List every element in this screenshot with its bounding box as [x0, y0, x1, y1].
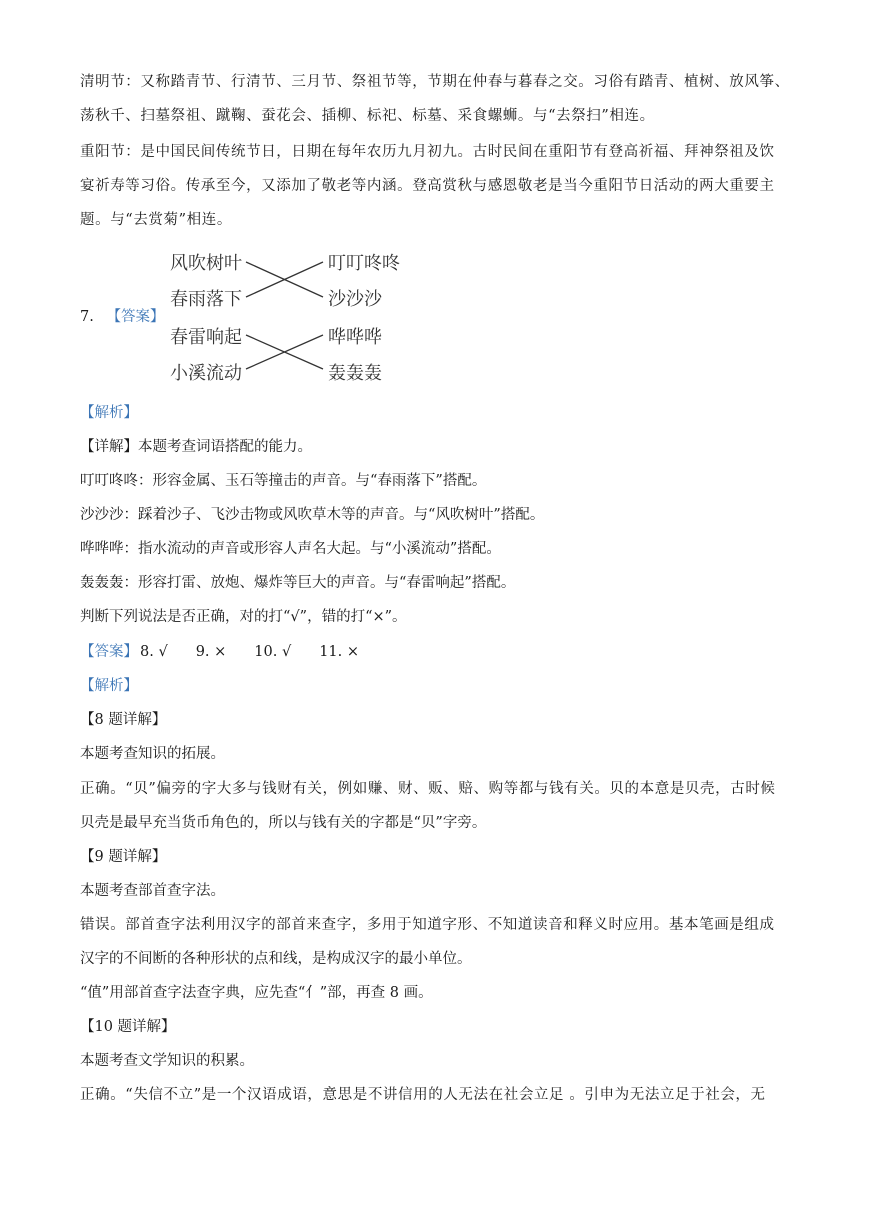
q9-line-2: 汉字的不间断的各种形状的点和线，是构成汉字的最小单位。: [80, 951, 472, 967]
left-word-1: 风吹树叶: [170, 253, 242, 274]
q7-answer-row: [80, 307, 164, 327]
judge-answer-8: 8. √: [140, 644, 168, 660]
q7-analysis-tag: 【解析】: [80, 405, 138, 421]
chongyang-line-1: 重阳节：是中国民间传统节日，日期在每年农历九月初九。古时民间在重阳节有登高祈福、拜神祭祖及饮: [80, 144, 775, 160]
q9-line-3: “值”用部首查字法查字典，应先查“亻”部，再查 8 画。: [80, 985, 433, 1001]
judge-answer-10: 10. √: [254, 644, 292, 660]
chongyang-line-3: 题。与“去赏菊”相连。: [80, 212, 232, 228]
q8-line-2: 贝壳是最早充当货币角色的，所以与钱有关的字都是“贝”字旁。: [80, 815, 487, 831]
q7-explanation-4: 轰轰轰：形容打雷、放炮、爆炸等巨大的声音。与“春雷响起”搭配。: [80, 575, 516, 591]
q10-intro: 本题考查文学知识的积累。: [80, 1053, 254, 1069]
judge-answer-tag: 【答案】: [80, 644, 138, 660]
q7-answer-tag: 【答案】: [106, 309, 165, 325]
chongyang-line-2: 宴祈寿等习俗。传承至今，又添加了敬老等内涵。登高赏秋与感恩敬老是当今重阳节日活动的两大重要主: [80, 178, 775, 194]
q7-detail: 【详解】本题考查词语搭配的能力。: [80, 439, 312, 455]
left-word-2: 春雨落下: [170, 289, 242, 310]
q9-intro: 本题考查部首查字法。: [80, 883, 225, 899]
judge-instruction: 判断下列说法是否正确，对的打“√”，错的打“×”。: [80, 609, 407, 625]
right-word-4: 轰轰轰: [328, 363, 382, 384]
q8-intro: 本题考查知识的拓展。: [80, 746, 225, 762]
q10-line-1: 正确。“失信不立”是一个汉语成语，意思是不讲信用的人无法在社会立足 。引申为无法立足于社会，无: [80, 1087, 766, 1103]
q7-explanation-3: 哗哗哗：指水流动的声音或形容人声名大起。与“小溪流动”搭配。: [80, 541, 501, 557]
right-word-3: 哗哗哗: [328, 327, 382, 348]
q9-heading: 【9 题详解】: [80, 849, 167, 865]
right-word-2: 沙沙沙: [328, 289, 382, 310]
judge-analysis-tag: 【解析】: [80, 678, 138, 694]
judge-answer-11: 11. ×: [319, 644, 360, 660]
judge-answer-row: [80, 642, 387, 662]
q10-heading: 【10 题详解】: [80, 1019, 176, 1035]
judge-answer-9: 9. ×: [195, 644, 227, 660]
qingming-line-2: 荡秋千、扫墓祭祖、蹴鞠、蚕花会、插柳、标祀、标墓、采食螺蛳。与“去祭扫”相连。: [80, 108, 655, 124]
left-word-3: 春雷响起: [170, 327, 242, 348]
q8-heading: 【8 题详解】: [80, 712, 167, 728]
right-word-1: 叮叮咚咚: [328, 253, 400, 274]
q7-explanation-2: 沙沙沙：踩着沙子、飞沙击物或风吹草木等的声音。与“风吹树叶”搭配。: [80, 507, 545, 523]
q9-line-1: 错误。部首查字法利用汉字的部首来查字，多用于知道字形、不知道读音和释义时应用。基本笔画是组成: [80, 917, 775, 933]
qingming-line-1: 清明节：又称踏青节、行清节、三月节、祭祖节等，节期在仲春与暮春之交。习俗有踏青、植树、放风筝、: [80, 74, 790, 90]
left-word-4: 小溪流动: [170, 363, 242, 384]
q7-number: 7.: [80, 309, 94, 325]
q7-explanation-1: 叮叮咚咚：形容金属、玉石等撞击的声音。与“春雨落下”搭配。: [80, 473, 487, 489]
q8-line-1: 正确。“贝”偏旁的字大多与钱财有关，例如赚、财、贩、赔、购等都与钱有关。贝的本意是贝壳，古时候: [80, 781, 776, 797]
q7-matching-diagram: [168, 245, 408, 385]
